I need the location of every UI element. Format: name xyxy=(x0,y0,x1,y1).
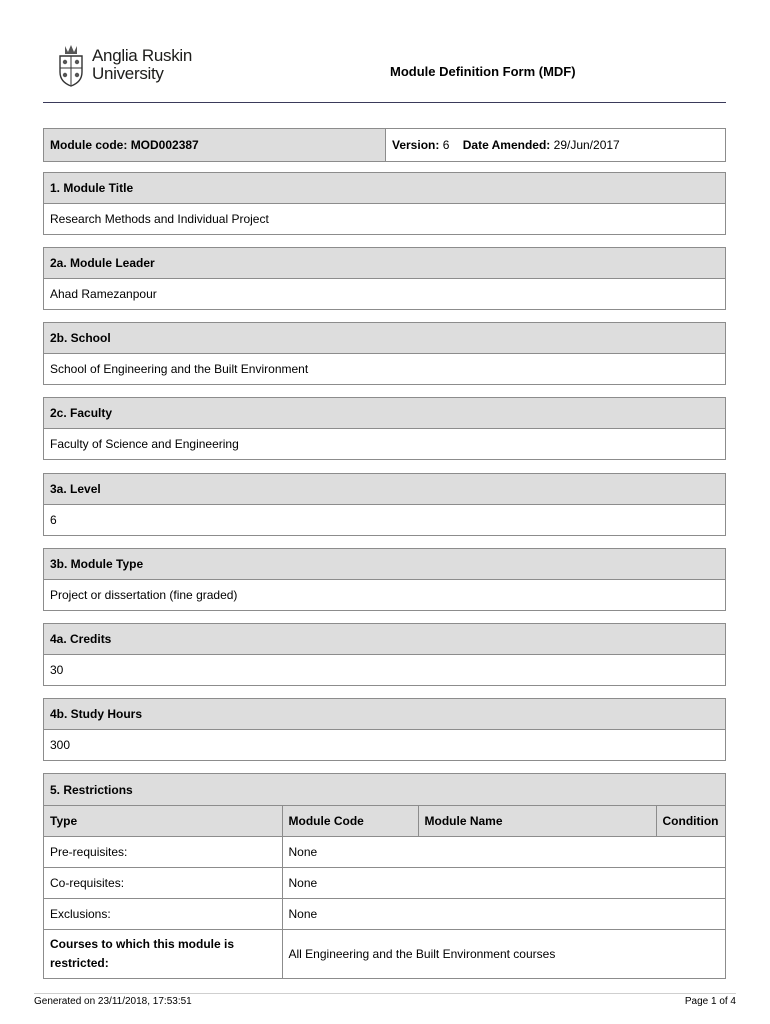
page-number: Page 1 of 4 xyxy=(684,996,736,1007)
restriction-type: Exclusions: xyxy=(44,899,282,930)
section-value: School of Engineering and the Built Environment xyxy=(50,362,309,376)
header-divider xyxy=(43,102,726,103)
section-value: Project or dissertation (fine graded) xyxy=(50,588,238,602)
table-row xyxy=(44,868,725,899)
table-header-row xyxy=(44,806,725,837)
section-restrictions xyxy=(43,773,726,979)
crest-icon xyxy=(56,42,86,88)
table-row xyxy=(44,899,725,930)
section-level xyxy=(43,473,726,536)
section-heading: 3a. Level xyxy=(44,474,725,505)
section-value: 30 xyxy=(50,663,64,677)
restrictions-table xyxy=(44,805,725,978)
section-heading: 2b. School xyxy=(44,323,725,354)
restriction-type: Pre-requisites: xyxy=(44,837,282,868)
footer-divider xyxy=(34,993,736,994)
section-credits xyxy=(43,623,726,686)
table-row xyxy=(44,930,725,978)
section-heading: 3b. Module Type xyxy=(44,549,725,580)
section-heading: 5. Restrictions xyxy=(44,774,725,805)
restriction-code: None xyxy=(282,899,725,930)
section-school xyxy=(43,322,726,385)
restriction-type: Co-requisites: xyxy=(44,868,282,899)
generated-timestamp: Generated on 23/11/2018, 17:53:51 xyxy=(34,996,192,1007)
section-value: 300 xyxy=(50,738,71,752)
column-header: Condition xyxy=(656,806,725,837)
section-heading: 4b. Study Hours xyxy=(44,699,725,730)
section-heading: 1. Module Title xyxy=(44,173,725,204)
document-title: Module Definition Form (MDF) xyxy=(390,64,576,79)
section-heading: 4a. Credits xyxy=(44,624,725,655)
restricted-courses-value: All Engineering and the Built Environment courses xyxy=(282,930,725,978)
module-code-cell xyxy=(44,129,386,161)
version-cell xyxy=(386,129,725,161)
version-value: 6 xyxy=(442,138,450,152)
section-heading: 2a. Module Leader xyxy=(44,248,725,279)
restricted-courses-label: Courses to which this module is restricted: xyxy=(44,930,282,978)
logo-line-1: Anglia Ruskin xyxy=(92,46,193,65)
column-header: Module Code xyxy=(282,806,418,837)
section-module-leader xyxy=(43,247,726,310)
module-info-box xyxy=(43,128,726,162)
section-value: 6 xyxy=(50,513,57,527)
date-amended-value: 29/Jun/2017 xyxy=(553,138,620,152)
page-footer xyxy=(34,996,736,1007)
module-code-label: Module code: xyxy=(50,138,128,152)
column-header: Module Name xyxy=(418,806,656,837)
section-study-hours xyxy=(43,698,726,761)
table-row xyxy=(44,837,725,868)
logo-line-2: University xyxy=(92,64,164,83)
section-value: Ahad Ramezanpour xyxy=(50,287,157,301)
section-module-type xyxy=(43,548,726,611)
restriction-code: None xyxy=(282,837,725,868)
university-logo xyxy=(56,40,192,90)
section-value: Research Methods and Individual Project xyxy=(50,212,269,226)
date-amended-label: Date Amended: xyxy=(462,138,551,152)
restriction-code: None xyxy=(282,868,725,899)
section-value: Faculty of Science and Engineering xyxy=(50,437,239,451)
section-heading: 2c. Faculty xyxy=(44,398,725,429)
module-code-value: MOD002387 xyxy=(130,138,199,152)
version-label: Version: xyxy=(392,138,440,152)
section-faculty xyxy=(43,397,726,460)
column-header: Type xyxy=(44,806,282,837)
section-module-title xyxy=(43,172,726,235)
